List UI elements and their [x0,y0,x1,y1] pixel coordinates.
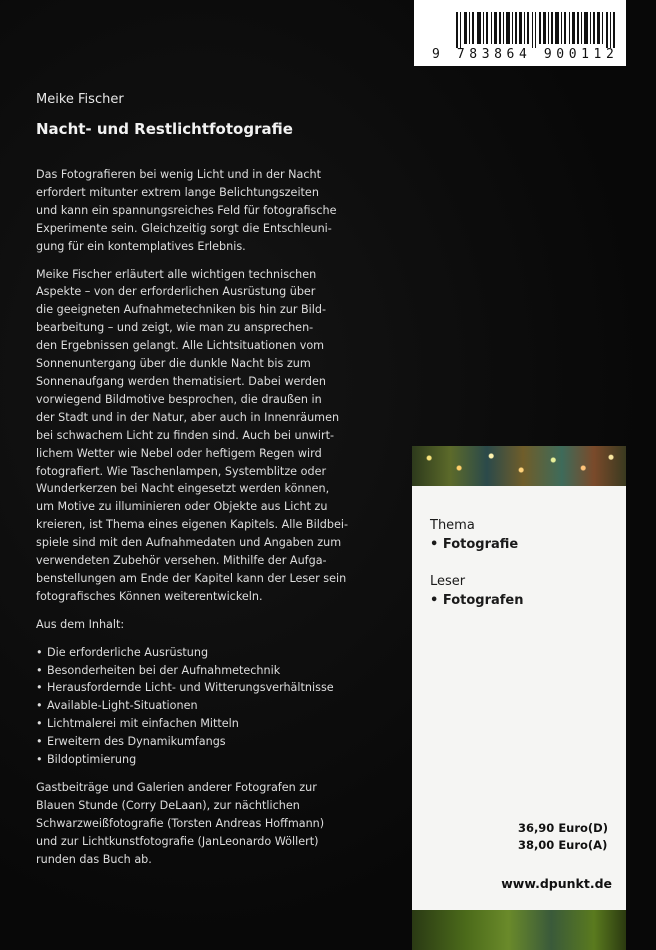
text-line: kreieren, ist Thema eines eigenen Kapitels. Alle Bildbei- [36,518,349,532]
text-line: fotografiert. Wie Taschenlampen, Systemblitze oder [36,464,327,478]
text-line: Das Fotografieren bei wenig Licht und in der Nacht [36,168,321,181]
contents-heading: Aus dem Inhalt: [36,617,125,631]
list-item [36,751,376,769]
thema-label: Thema [430,518,475,533]
list-item [36,715,376,733]
text-line: bei schwachem Licht zu finden sind. Auch bei unwirt- [36,428,335,442]
text-line: spiele sind mit den Aufnahmedaten und Angaben zum [36,536,342,550]
author-name: Meike Fischer [36,92,124,107]
text-line: lichem Wetter wie Nebel oder heftigem Regen wird [36,446,322,460]
text-line: gung für ein kontemplatives Erlebnis. [36,239,246,253]
bullet-icon: • [36,717,43,731]
text-line: und kann ein spannungsreiches Feld für fotografische [36,203,337,217]
text-line: Aspekte – von der erforderlichen Ausrüstung über [36,285,316,299]
list-item-label: Herausfordernde Licht- und Witterungsverhältnisse [47,681,334,695]
text-line: Meike Fischer erläutert alle wichtigen technischen [36,267,317,281]
paragraph-intro [36,166,376,256]
list-item [36,733,376,751]
list-item-label: Lichtmalerei mit einfachen Mitteln [47,717,239,731]
paragraph-closing [36,779,376,869]
text-line: Experimente sein. Gleichzeitig sorgt die Entschleuni- [36,221,332,235]
publisher-website: www.dpunkt.de [501,876,612,891]
contents-list [36,644,376,769]
bullet-icon: • [36,699,43,713]
list-item-label: Erweitern des Dynamikumfangs [47,735,226,749]
text-line: und zur Lichtkunstfotografie (JanLeonardo Wöllert) [36,834,319,848]
list-item-label: Available-Light-Situationen [47,699,198,713]
list-item [36,644,376,662]
text-line: Sonnenaufgang werden thematisiert. Dabei werden [36,374,326,388]
price-austria: 38,00 Euro(A) [517,838,608,852]
thema-value: • Fotografie [430,537,519,552]
price-block [518,820,608,854]
text-line: bearbeitung – und zeigt, wie man zu ansprechen- [36,321,314,335]
list-item [36,697,376,715]
bullet-icon: • [36,645,43,659]
night-photo-strip [412,446,626,486]
text-line: die geeigneten Aufnahmetechniken bis hin zur Bild- [36,303,327,317]
city-lights-image [412,446,626,486]
isbn-barcode [414,0,626,66]
text-line: Gastbeiträge und Galerien anderer Fotografen zur [36,781,317,794]
text-line: der Stadt und in der Natur, aber auch in Innenräumen [36,410,340,424]
text-line: vorwiegend Bildmotive besprochen, die draußen in [36,392,322,406]
barcode-bars [456,12,616,48]
text-line: erfordert mitunter extrem lange Belichtungszeiten [36,185,319,199]
bullet-icon: • [36,753,43,767]
text-line: benstellungen am Ende der Kapitel kann der Leser sein [36,571,347,585]
leser-label: Leser [430,574,466,589]
price-germany: 36,90 Euro(D) [517,821,608,835]
text-line: runden das Buch ab. [36,852,152,866]
paragraph-description [36,266,376,606]
bottom-photo-strip [412,910,626,950]
text-line: Wunderkerzen bei Nacht eingesetzt werden können, [36,482,330,496]
list-item [36,679,376,697]
list-item [36,662,376,680]
text-line: den Ergebnissen gelangt. Alle Lichtsituationen vom [36,339,325,353]
text-line: fotografisches Können weiterentwickeln. [36,589,263,603]
list-item-label: Besonderheiten bei der Aufnahmetechnik [47,663,281,677]
book-title: Nacht- und Restlichtfotografie [36,120,293,138]
bullet-icon: • [36,663,43,677]
blurb-text [36,166,376,879]
list-item-label: Bildoptimierung [47,753,137,767]
text-line: Blauen Stunde (Corry DeLaan), zur nächtlichen [36,798,300,812]
isbn-number: 9 783864 900112 [432,47,619,62]
text-line: Schwarzweißfotografie (Torsten Andreas Hoffmann) [36,816,325,830]
bullet-icon: • [36,681,43,695]
text-line: verwendeten Zubehör versehen. Mithilfe der Aufga- [36,554,327,568]
list-item-label: Die erforderliche Ausrüstung [47,645,209,659]
text-line: um Motive zu illuminieren oder Objekte aus Licht zu [36,500,328,514]
leser-value: • Fotografen [430,593,524,608]
info-panel [412,486,626,910]
text-line: Sonnenuntergang über die dunkle Nacht bis zum [36,357,311,371]
bullet-icon: • [36,735,43,749]
